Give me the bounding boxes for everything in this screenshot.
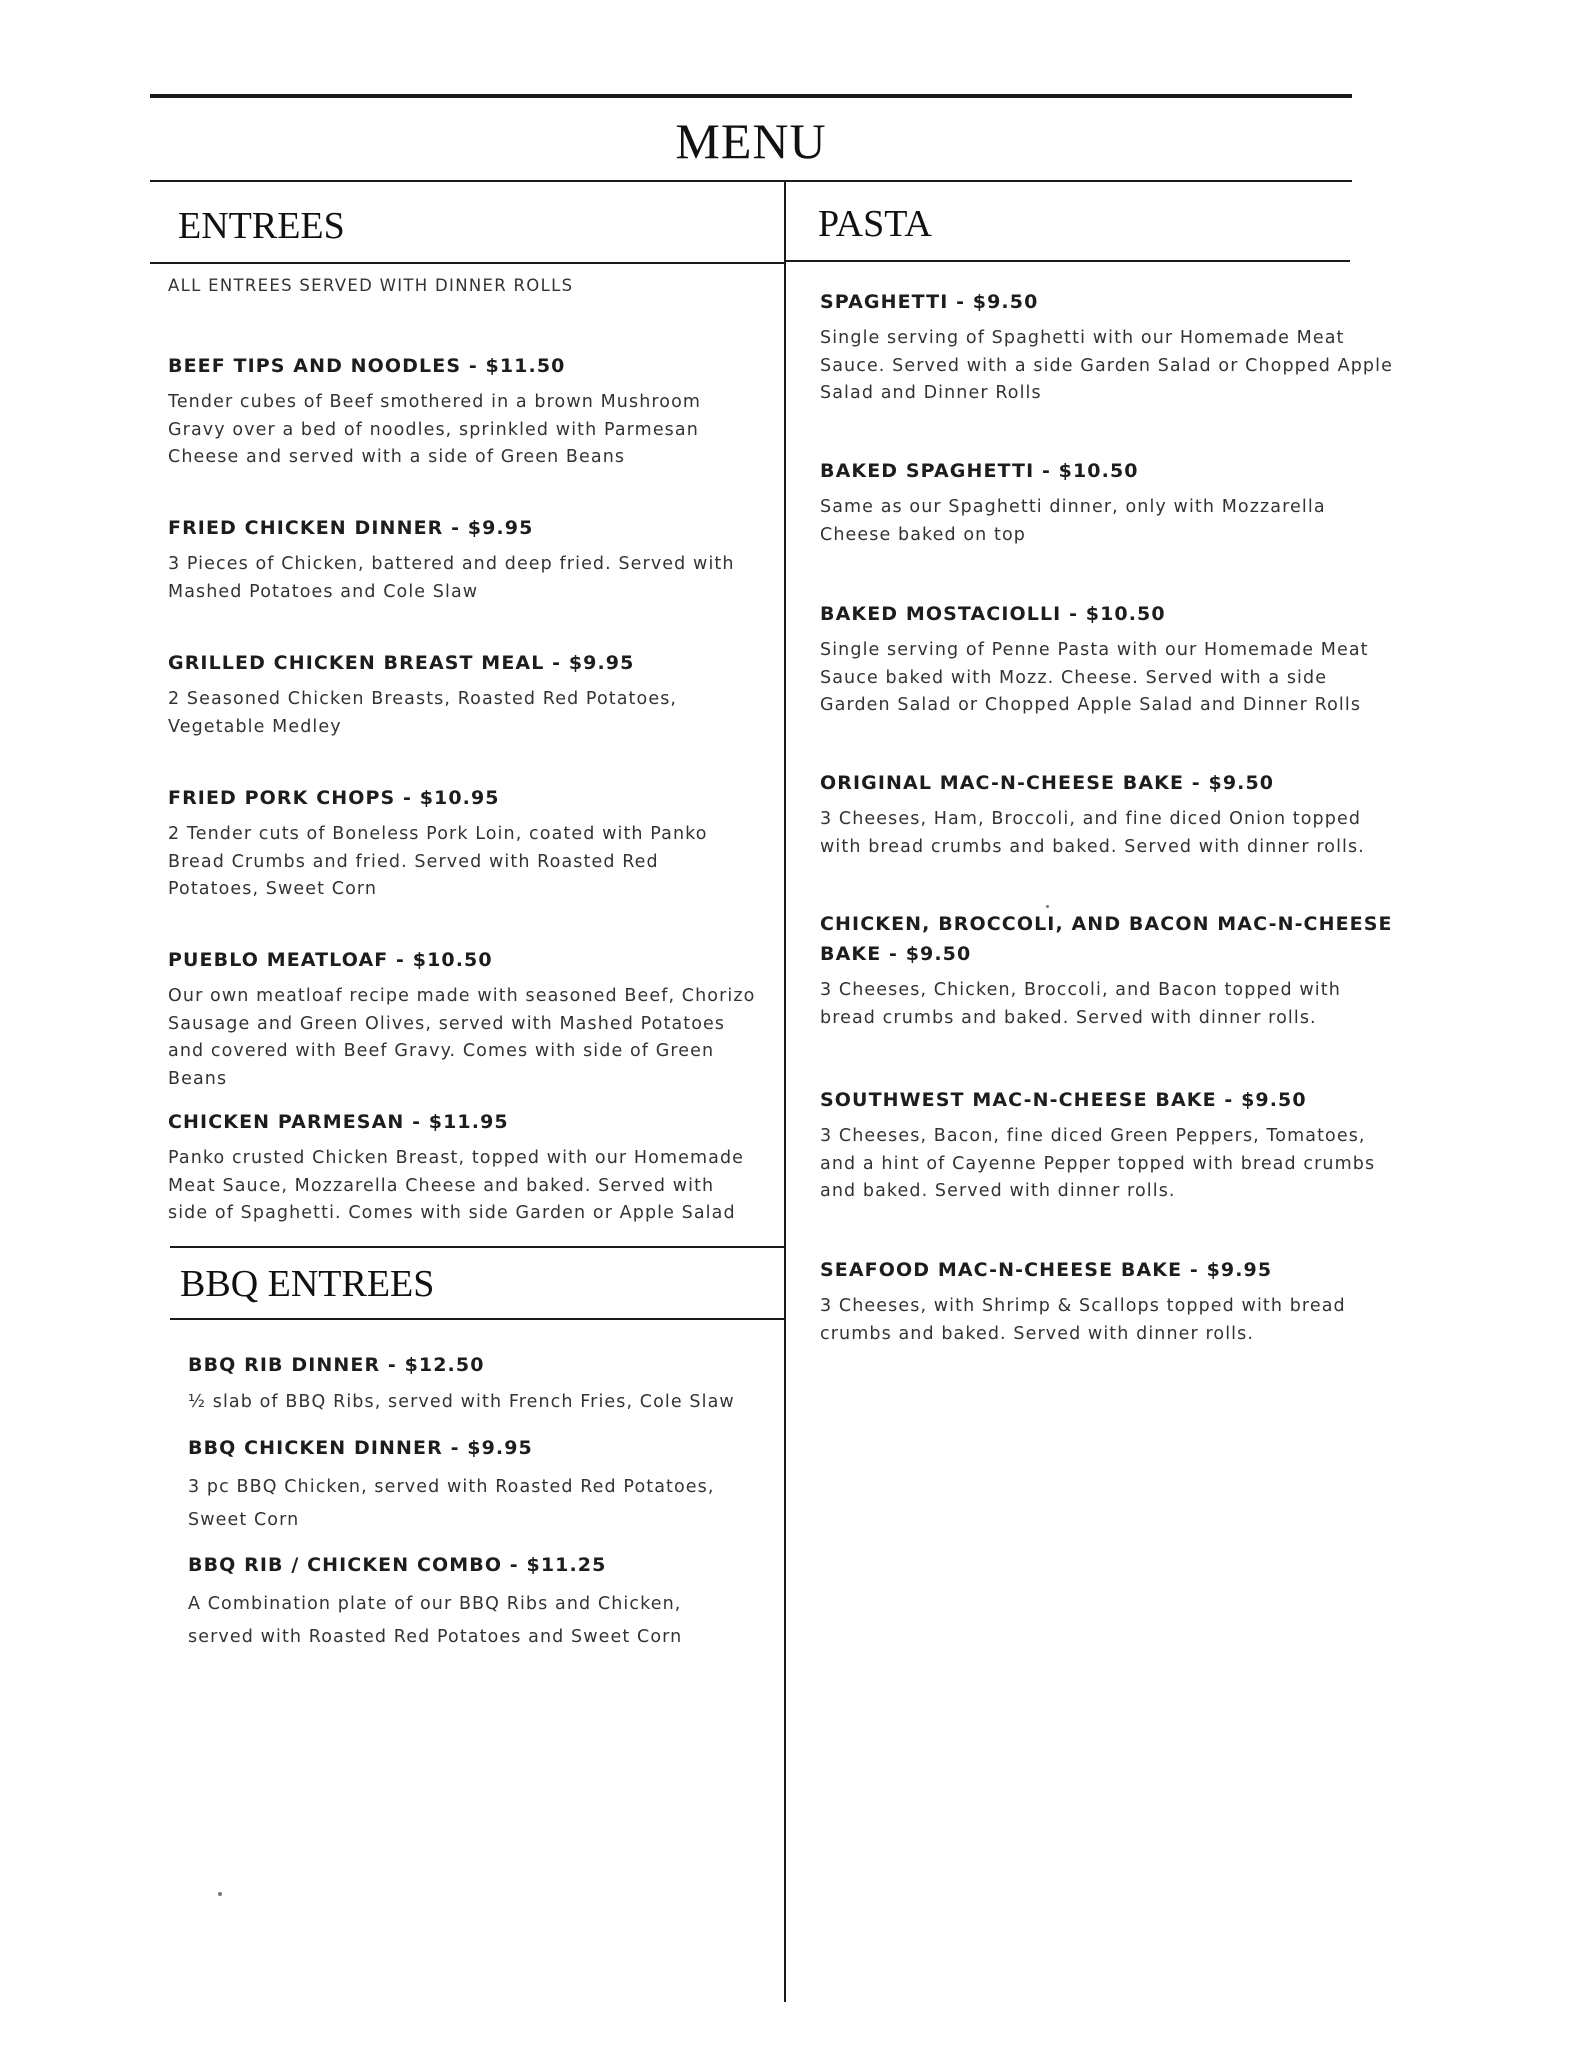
item-title: SOUTHWEST MAC-N-CHEESE BAKE - $9.50 <box>820 1089 1307 1111</box>
item-title: CHICKEN PARMESAN - $11.95 <box>168 1111 509 1133</box>
bbq-heading-rule <box>170 1318 784 1320</box>
item-description: 3 Cheeses, Bacon, fine diced Green Peppers, Tomatoes, and a hint of Cayenne Pepper topped with bread crumbs and baked. Served with dinner rolls. <box>820 1126 1376 1201</box>
menu-item <box>820 909 1400 1032</box>
menu-item <box>820 287 1400 408</box>
item-description: ½ slab of BBQ Ribs, served with French Fries, Cole Slaw <box>188 1392 735 1412</box>
item-title: PUEBLO MEATLOAF - $10.50 <box>168 949 493 971</box>
item-description: 3 pc BBQ Chicken, served with Roasted Red Potatoes, Sweet Corn <box>188 1477 715 1530</box>
item-description: 3 Cheeses, with Shrimp & Scallops topped with bread crumbs and baked. Served with dinner rolls. <box>820 1296 1346 1344</box>
scan-speck <box>1046 905 1049 908</box>
scan-speck <box>218 1892 222 1896</box>
item-description: Single serving of Penne Pasta with our Homemade Meat Sauce baked with Mozz. Cheese. Served with a side Garden Salad or Chopped Apple Salad and Dinner Rolls <box>820 640 1369 715</box>
item-description: 3 Cheeses, Chicken, Broccoli, and Bacon topped with bread crumbs and baked. Served with dinner rolls. <box>820 980 1341 1028</box>
item-title: BBQ RIB DINNER - $12.50 <box>188 1354 485 1376</box>
pasta-heading-rule <box>786 260 1350 262</box>
item-title: BAKED MOSTACIOLLI - $10.50 <box>820 603 1166 625</box>
menu-item <box>168 1107 748 1228</box>
item-description: Tender cubes of Beef smothered in a brown Mushroom Gravy over a bed of noodles, sprinkled with Parmesan Cheese and served with a side of Green Beans <box>168 392 702 467</box>
bbq-entrees-heading: BBQ ENTREES <box>180 1263 435 1305</box>
menu-item <box>820 599 1400 720</box>
entrees-note: ALL ENTREES SERVED WITH DINNER ROLLS <box>168 276 574 295</box>
item-description: 3 Cheeses, Ham, Broccoli, and fine diced Onion topped with bread crumbs and baked. Served with dinner rolls. <box>820 809 1365 857</box>
menu-item <box>188 1350 748 1419</box>
top-rule <box>150 94 1352 98</box>
item-title: CHICKEN, BROCCOLI, AND BACON MAC-N-CHEESE BAKE - $9.50 <box>820 913 1393 965</box>
item-title: BBQ CHICKEN DINNER - $9.95 <box>188 1437 533 1459</box>
item-title: BAKED SPAGHETTI - $10.50 <box>820 460 1139 482</box>
item-title: GRILLED CHICKEN BREAST MEAL - $9.95 <box>168 652 635 674</box>
item-description: Panko crusted Chicken Breast, topped with our Homemade Meat Sauce, Mozzarella Cheese and baked. Served with side of Spaghetti. Comes with side Garden or Apple Salad <box>168 1148 745 1223</box>
item-title: BEEF TIPS AND NOODLES - $11.50 <box>168 355 566 377</box>
menu-item <box>188 1433 728 1537</box>
item-title: ORIGINAL MAC-N-CHEESE BAKE - $9.50 <box>820 772 1275 794</box>
menu-item <box>168 513 748 606</box>
item-title: FRIED CHICKEN DINNER - $9.95 <box>168 517 534 539</box>
item-description: A Combination plate of our BBQ Ribs and Chicken, served with Roasted Red Potatoes and Sweet Corn <box>188 1594 683 1647</box>
item-description: 2 Seasoned Chicken Breasts, Roasted Red Potatoes, Vegetable Medley <box>168 689 678 737</box>
menu-item <box>168 648 748 741</box>
menu-item <box>168 945 758 1093</box>
item-description: 3 Pieces of Chicken, battered and deep fried. Served with Mashed Potatoes and Cole Slaw <box>168 554 735 602</box>
entrees-heading: ENTREES <box>178 205 345 247</box>
item-title: FRIED PORK CHOPS - $10.95 <box>168 787 500 809</box>
menu-item <box>820 456 1400 549</box>
column-divider <box>784 182 786 2002</box>
menu-item <box>188 1550 728 1654</box>
entrees-heading-rule <box>150 262 784 264</box>
menu-item <box>820 1255 1400 1348</box>
bbq-top-rule <box>170 1246 784 1248</box>
menu-item <box>820 1085 1400 1206</box>
menu-item <box>168 351 748 472</box>
item-title: BBQ RIB / CHICKEN COMBO - $11.25 <box>188 1554 607 1576</box>
item-description: 2 Tender cuts of Boneless Pork Loin, coated with Panko Bread Crumbs and fried. Served with Roasted Red Potatoes, Sweet Corn <box>168 824 708 899</box>
menu-item <box>168 783 748 904</box>
item-description: Our own meatloaf recipe made with seasoned Beef, Chorizo Sausage and Green Olives, served with Mashed Potatoes and covered with Beef Gravy. Comes with side of Green Beans <box>168 986 756 1089</box>
title-bottom-rule <box>150 180 1352 182</box>
item-description: Single serving of Spaghetti with our Homemade Meat Sauce. Served with a side Garden Salad or Chopped Apple Salad and Dinner Rolls <box>820 328 1393 403</box>
menu-item <box>820 768 1400 861</box>
item-title: SEAFOOD MAC-N-CHEESE BAKE - $9.95 <box>820 1259 1273 1281</box>
pasta-heading: PASTA <box>818 203 932 245</box>
menu-title: MENU <box>675 113 827 169</box>
item-title: SPAGHETTI - $9.50 <box>820 291 1039 313</box>
item-description: Same as our Spaghetti dinner, only with Mozzarella Cheese baked on top <box>820 497 1326 545</box>
